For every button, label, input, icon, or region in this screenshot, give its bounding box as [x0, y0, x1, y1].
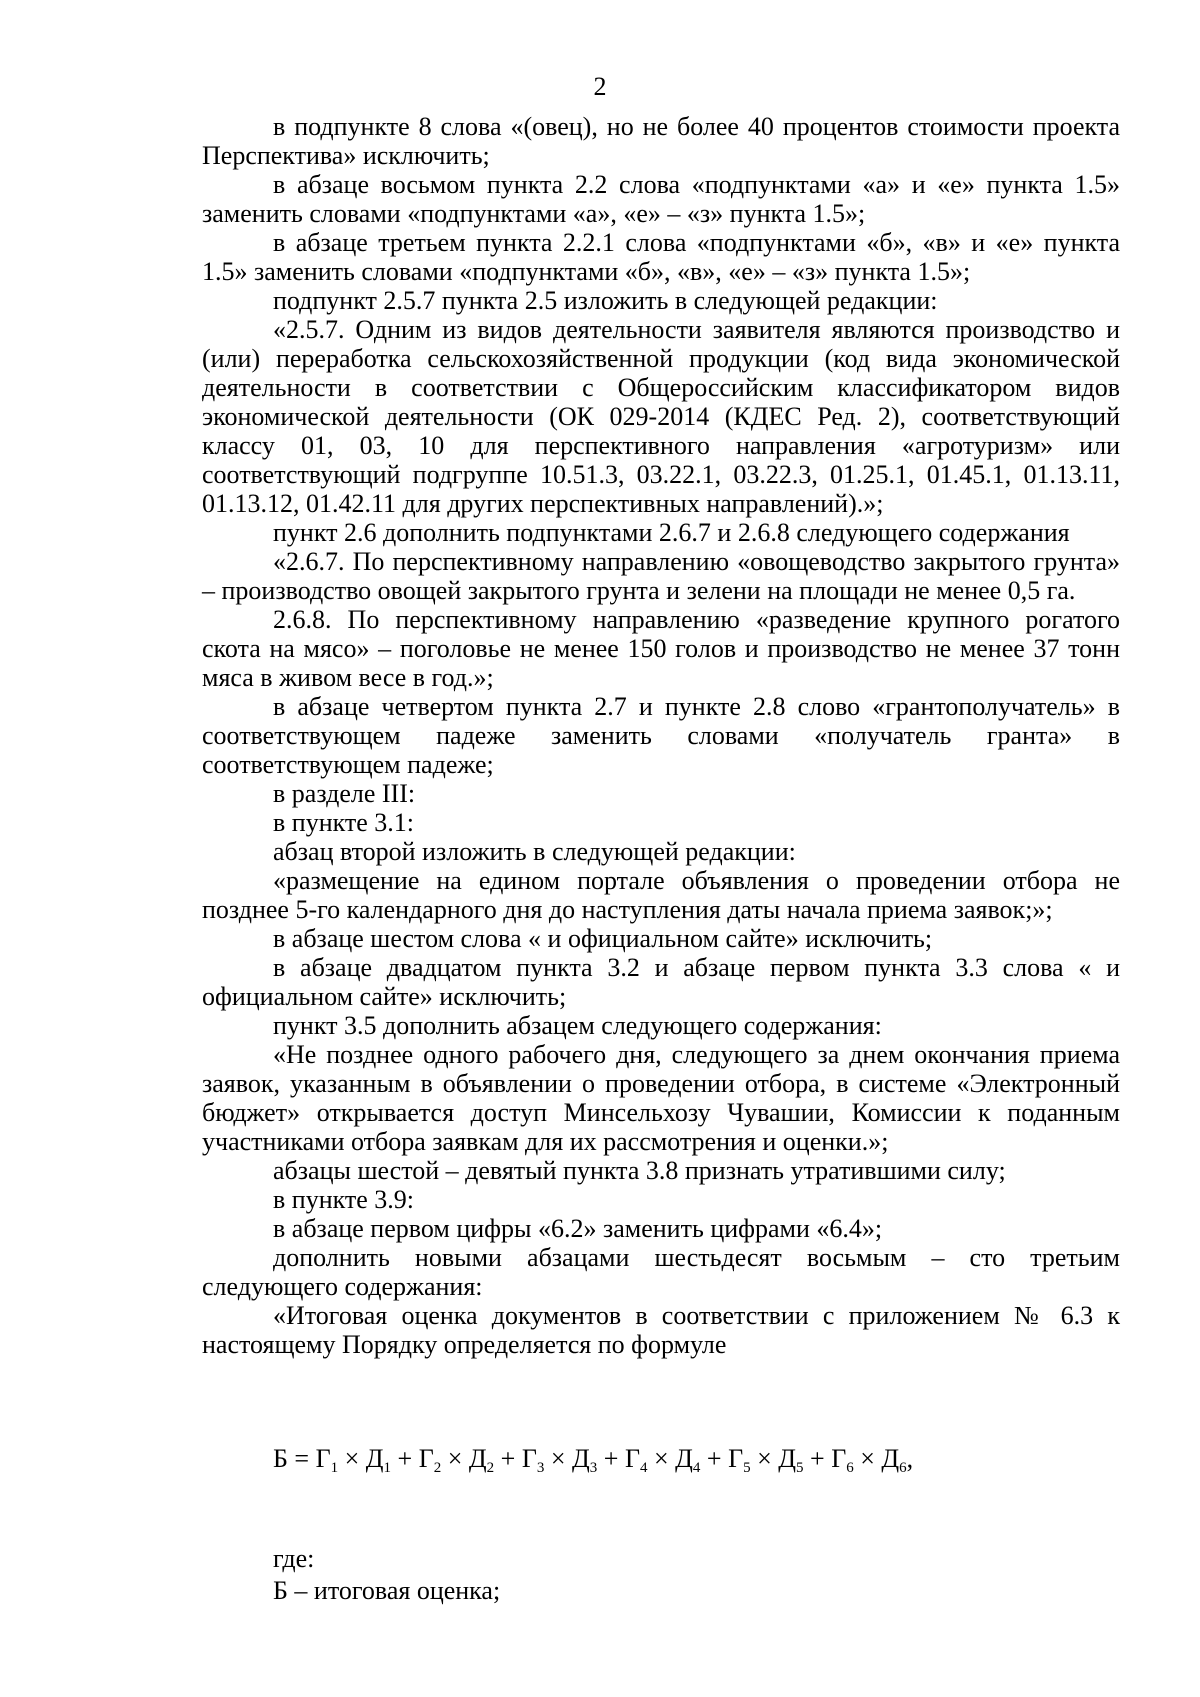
- definition-b: Б – итоговая оценка;: [273, 1576, 501, 1605]
- paragraph: в абзаце двадцатом пункта 3.2 и абзаце первом пункта 3.3 слова « и официальном сайте» исключить;: [202, 953, 1120, 1011]
- formula-symbol-g: Г: [521, 1444, 537, 1473]
- formula-times: ×: [338, 1444, 366, 1473]
- formula-symbol-g: Г: [728, 1444, 744, 1473]
- paragraph: в пункте 3.9:: [273, 1185, 415, 1214]
- paragraph: «Итоговая оценка документов в соответствии с приложением № 6.3 к настоящему Порядку определяется по формуле: [202, 1301, 1120, 1359]
- formula-symbol-g: Г: [831, 1444, 847, 1473]
- formula-plus: +: [597, 1444, 625, 1473]
- document-body: [202, 112, 1120, 1359]
- formula-index-d: 3: [589, 1460, 598, 1476]
- paragraph: в разделе III:: [273, 779, 416, 808]
- paragraph: подпункт 2.5.7 пункта 2.5 изложить в следующей редакции:: [273, 286, 938, 315]
- paragraph: в пункте 3.1:: [273, 808, 415, 837]
- paragraph: абзацы шестой – девятый пункта 3.8 признать утратившими силу;: [273, 1156, 1006, 1185]
- formula-index-g: 2: [433, 1460, 442, 1476]
- paragraph: пункт 2.6 дополнить подпунктами 2.6.7 и 2.6.8 следующего содержания: [273, 518, 1070, 547]
- formula-symbol-d: Д: [572, 1444, 590, 1473]
- formula-symbol-g: Г: [315, 1444, 331, 1473]
- page-number: 2: [593, 72, 607, 101]
- formula-symbol-d: Д: [778, 1444, 797, 1473]
- formula-times: ×: [544, 1444, 573, 1473]
- formula-symbol-d: Д: [468, 1444, 487, 1473]
- formula-index-g: 4: [640, 1460, 648, 1476]
- paragraph: в абзаце четвертом пункта 2.7 и пункте 2.8 слово «грантополучатель» в соответствующем падеже заменить словами «получатель гранта» в соответствующем падеже;: [202, 692, 1120, 779]
- formula-index-d: 4: [692, 1460, 701, 1476]
- formula-index-g: 1: [330, 1460, 339, 1476]
- paragraph: в абзаце первом цифры «6.2» заменить цифрами «6.4»;: [273, 1214, 883, 1243]
- formula-times: ×: [441, 1444, 469, 1473]
- score-formula: [273, 1443, 913, 1475]
- formula-index-d: 6: [899, 1460, 907, 1476]
- paragraph: дополнить новыми абзацами шестьдесят восьмым – сто третьим следующего содержания:: [202, 1243, 1120, 1301]
- paragraph: «2.5.7. Одним из видов деятельности заявителя являются производство и (или) переработка сельскохозяйственной продукции (код вида экономической деятельности в соответствии с Общероссийским классификатором видов экономической деятельности (ОК 029-2014 (КДЕС Ред. 2), соответствующий классу 01, 03, 10 для перспективного направления «агротуризм» или соответствующий подгруппе 10.51.3, 03.22.1, 03.22.3, 01.25.1, 01.45.1, 01.13.11, 01.13.12, 01.42.11 для других перспективных направлений).»;: [202, 315, 1120, 518]
- formula-lhs: Б =: [273, 1444, 316, 1473]
- paragraph: в абзаце восьмом пункта 2.2 слова «подпунктами «а» и «е» пункта 1.5» заменить словами «подпунктами «а», «е» – «з» пункта 1.5»;: [202, 170, 1120, 228]
- formula-symbol-d: Д: [881, 1444, 900, 1473]
- paragraph: «Не позднее одного рабочего дня, следующего за днем окончания приема заявок, указанным в объявлении о проведении отбора, в системе «Электронный бюджет» открывается доступ Минсельхозу Чувашии, Комиссии к поданным участниками отбора заявкам для их рассмотрения и оценки.»;: [202, 1040, 1120, 1156]
- formula-index-g: 5: [743, 1460, 751, 1476]
- paragraph: абзац второй изложить в следующей редакции:: [273, 837, 796, 866]
- formula-times: ×: [853, 1444, 882, 1473]
- paragraph: пункт 3.5 дополнить абзацем следующего содержания:: [273, 1011, 882, 1040]
- where-label: где:: [273, 1544, 315, 1573]
- formula-plus: +: [700, 1444, 729, 1473]
- formula-end: ,: [906, 1444, 914, 1473]
- formula-plus: +: [803, 1444, 832, 1473]
- formula-times: ×: [647, 1444, 676, 1473]
- formula-symbol-d: Д: [675, 1444, 693, 1473]
- formula-symbol-d: Д: [365, 1444, 384, 1473]
- paragraph: в абзаце третьем пункта 2.2.1 слова «подпунктами «б», «в» и «е» пункта 1.5» заменить словами «подпунктами «б», «в», «е» – «з» пункта 1.5»;: [202, 228, 1120, 286]
- formula-index-d: 1: [383, 1460, 392, 1476]
- formula-index-d: 5: [796, 1460, 804, 1476]
- formula-times: ×: [750, 1444, 779, 1473]
- paragraph: «2.6.7. По перспективному направлению «овощеводство закрытого грунта» – производство овощей закрытого грунта и зелени на площади не менее 0,5 га.: [202, 547, 1120, 605]
- paragraph: в абзаце шестом слова « и официальном сайте» исключить;: [273, 924, 933, 953]
- formula-legend: [273, 1543, 500, 1607]
- paragraph: 2.6.8. По перспективному направлению «разведение крупного рогатого скота на мясо» – поголовье не менее 150 голов и производство не менее 37 тонн мяса в живом весе в год.»;: [202, 605, 1120, 692]
- formula-symbol-g: Г: [418, 1444, 434, 1473]
- formula-symbol-g: Г: [624, 1444, 640, 1473]
- formula-plus: +: [391, 1444, 419, 1473]
- formula-index-g: 3: [536, 1460, 545, 1476]
- formula-index-d: 2: [486, 1460, 495, 1476]
- paragraph: «размещение на едином портале объявления о проведении отбора не позднее 5-го календарного дня до наступления даты начала приема заявок;»;: [202, 866, 1120, 924]
- formula-index-g: 6: [846, 1460, 854, 1476]
- paragraph: в подпункте 8 слова «(овец), но не более 40 процентов стоимости проекта Перспектива» исключить;: [202, 112, 1120, 170]
- formula-plus: +: [494, 1444, 522, 1473]
